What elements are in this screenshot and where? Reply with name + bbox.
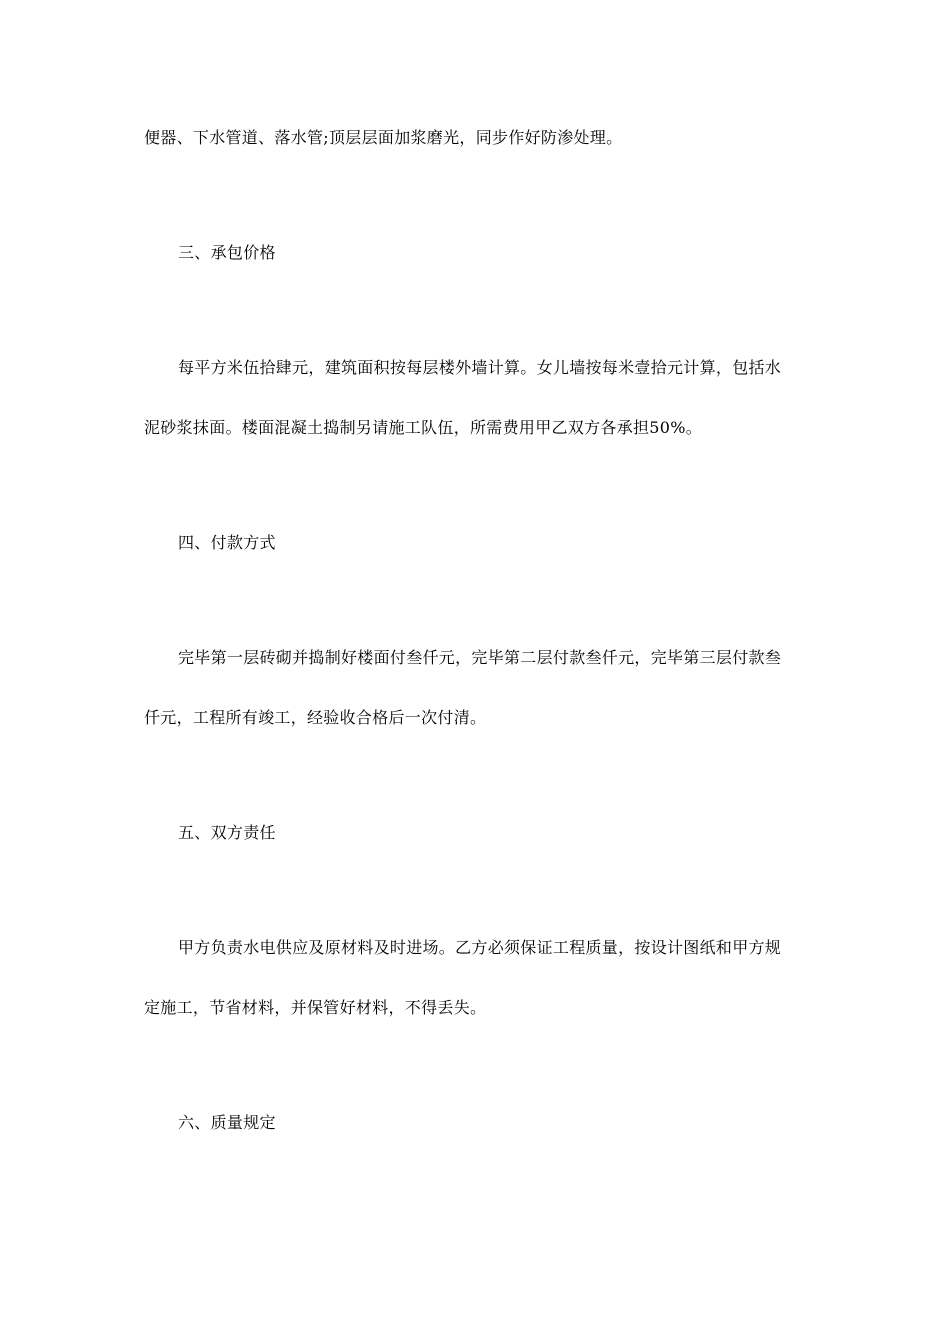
paragraph-line-price-1: 每平方米伍拾肆元，建筑面积按每层楼外墙计算。女儿墙按每米壹拾元计算，包括水: [178, 358, 782, 377]
paragraph-line-responsibility-2: 定施工，节省材料，并保管好材料，不得丢失。: [144, 998, 487, 1017]
section-heading-payment: 四、付款方式: [178, 533, 276, 552]
paragraph-line-continuation: 便器、下水管道、落水管;顶层层面加浆磨光，同步作好防渗处理。: [144, 128, 623, 147]
section-heading-responsibility: 五、双方责任: [178, 823, 276, 842]
paragraph-line-payment-2: 仟元，工程所有竣工，经验收合格后一次付清。: [144, 708, 487, 727]
section-heading-quality: 六、质量规定: [178, 1113, 276, 1132]
section-heading-price: 三、承包价格: [178, 243, 276, 262]
paragraph-line-price-2: 泥砂浆抹面。楼面混凝土捣制另请施工队伍，所需费用甲乙双方各承担50%。: [144, 418, 703, 437]
paragraph-line-responsibility-1: 甲方负责水电供应及原材料及时进场。乙方必须保证工程质量，按设计图纸和甲方规: [178, 938, 782, 957]
paragraph-line-payment-1: 完毕第一层砖砌并捣制好楼面付叁仟元，完毕第二层付款叁仟元，完毕第三层付款叁: [178, 648, 782, 667]
